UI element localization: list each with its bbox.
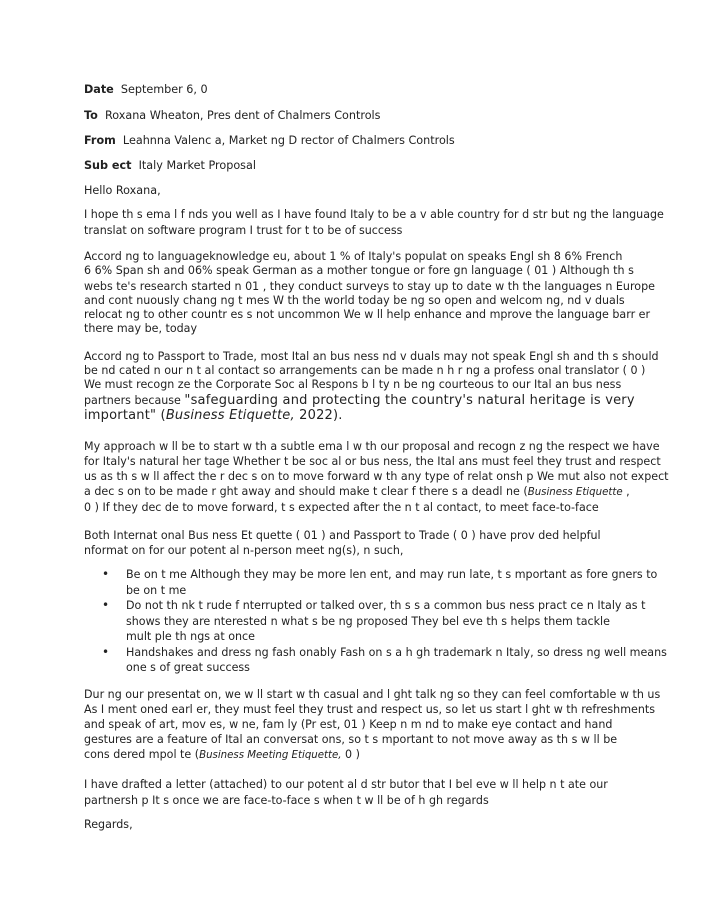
citation: Business Etiquette <box>527 487 623 498</box>
impolite-line: cons dered mpol te (Business Meeting Etiquette, 0 ) <box>84 748 360 761</box>
paragraph-3: Accord ng to Passport to Trade, most Ital an bus ness nd v duals may not speak Engl sh and th s should be nd cated n our n t al contact so arrangements can be made n h r ng a profess onal translator ( 0 ) We must recogn ze the Corporate Soc al Respons b l ty n be ng courteous to our Ital an bus ness partners because "safeguarding and protecting the country's natural heritage is very important" (Business Etiquette, 2022). <box>84 350 659 423</box>
paragraph-6: Dur ng our presentat on, we w ll start w th casual and l ght talk ng so they can feel comfortable w th us As I ment oned earl er, they must feel they trust and respect us, so let us start l ght w th refreshments and speak of art, mov es, w ne, fam ly (Pr est, 01 ) Keep n m nd to make eye contact and hand gestures are a feature of Ital an conversat ons, so t s mportant to not move away as th s w ll be cons dered mpol te (Business Meeting Etiquette, 0 ) <box>84 688 661 761</box>
from-line: From Leahnna Valenc a, Market ng D rector of Chalmers Controls <box>84 134 455 147</box>
quote-line-1: partners because "safeguarding and protecting the country's natural heritage is very <box>84 393 635 408</box>
citation: Business Etiquette, <box>165 408 295 423</box>
list-item: • Be on t me Although they may be more len ent, and may run late, t s mportant as fore gners to be on t me <box>102 567 658 597</box>
paragraph-5: Both Internat onal Bus ness Et quette ( 01 ) and Passport to Trade ( 0 ) have prov ded helpful nformat on for our potent al n-person meet ng(s), n such, <box>84 529 601 557</box>
subject-value: Italy Market Proposal <box>138 159 256 172</box>
citation: Business Meeting Etiquette, <box>199 750 342 761</box>
to-line: To Roxana Wheaton, Pres dent of Chalmers Controls <box>84 109 381 122</box>
paragraph-7: I have drafted a letter (attached) to our potent al d str butor that I bel eve w ll help n t ate our partnersh p It s once we are face-to-face s when t w ll be of h gh regards <box>84 778 608 807</box>
quote-text: "safeguarding and protecting the country's natural heritage is very <box>184 393 635 408</box>
quote-line-2: important" (Business Etiquette, 2022). <box>84 408 343 423</box>
paragraph-1: I hope th s ema l f nds you well as I have found Italy to be a v able country for d str but ng the language translat on software program I trust for t to be of success <box>84 208 664 237</box>
to-value: Roxana Wheaton, Pres dent of Chalmers Controls <box>104 109 381 122</box>
subject-line: Sub ect Italy Market Proposal <box>84 159 256 172</box>
from-value: Leahnna Valenc a, Market ng D rector of Chalmers Controls <box>122 134 455 147</box>
deadline-line: a dec s on to be made r ght away and should make t clear f there s a deadl ne (Business Etiquette , <box>84 485 630 498</box>
bullet-icon: • <box>102 567 110 581</box>
bullet-icon: • <box>102 598 110 612</box>
paragraph-4: My approach w ll be to start w th a subtle ema l w th our proposal and recogn z ng the respect we have for Italy's natural her tage Whether t be soc al or bus ness, the Ital ans must feel they trust and respect us as th s w ll affect the r dec s on to move forward w th any type of relat onsh p We mut also not expect a dec s on to be made r ght away and should make t clear f there s a deadl ne (Business Etiquette , 0 ) If they dec de to move forward, t s expected after the n t al contact, to meet face-to-face <box>84 440 669 514</box>
list-item: • Handshakes and dress ng fash onably Fash on s a h gh trademark n Italy, so dress ng well means one s of great success <box>102 644 667 674</box>
bullet-icon: • <box>102 644 110 659</box>
greeting: Hello Roxana, <box>84 184 161 197</box>
date-value: September 6, 0 <box>120 83 208 96</box>
paragraph-2: Accord ng to languageknowledge eu, about 1 % of Italy's populat on speaks Engl sh 8 6% French 6 6% Span sh and 06% speak German as a mother tongue or fore gn language ( 01 ) Although th s webs te's research started n 01 , they conduct surveys to stay up to date w th the languages n Europe and cont nuously chang ng t mes W th the world today be ng so open and welcom ng, nd v duals relocat ng to other countr es s not uncommon We w ll help enhance and mprove the language barr er there may be, today <box>84 250 655 335</box>
list-item: • Do not th nk t rude f nterrupted or talked over, th s s a common bus ness pract ce n Italy as t shows they are nterested n what s be ng proposed They bel eve th s helps them tackle mult ple th ngs at once <box>102 598 646 643</box>
closing: Regards, <box>84 818 133 831</box>
date-line: Date September 6, 0 <box>84 83 208 96</box>
etiquette-list <box>84 567 667 676</box>
